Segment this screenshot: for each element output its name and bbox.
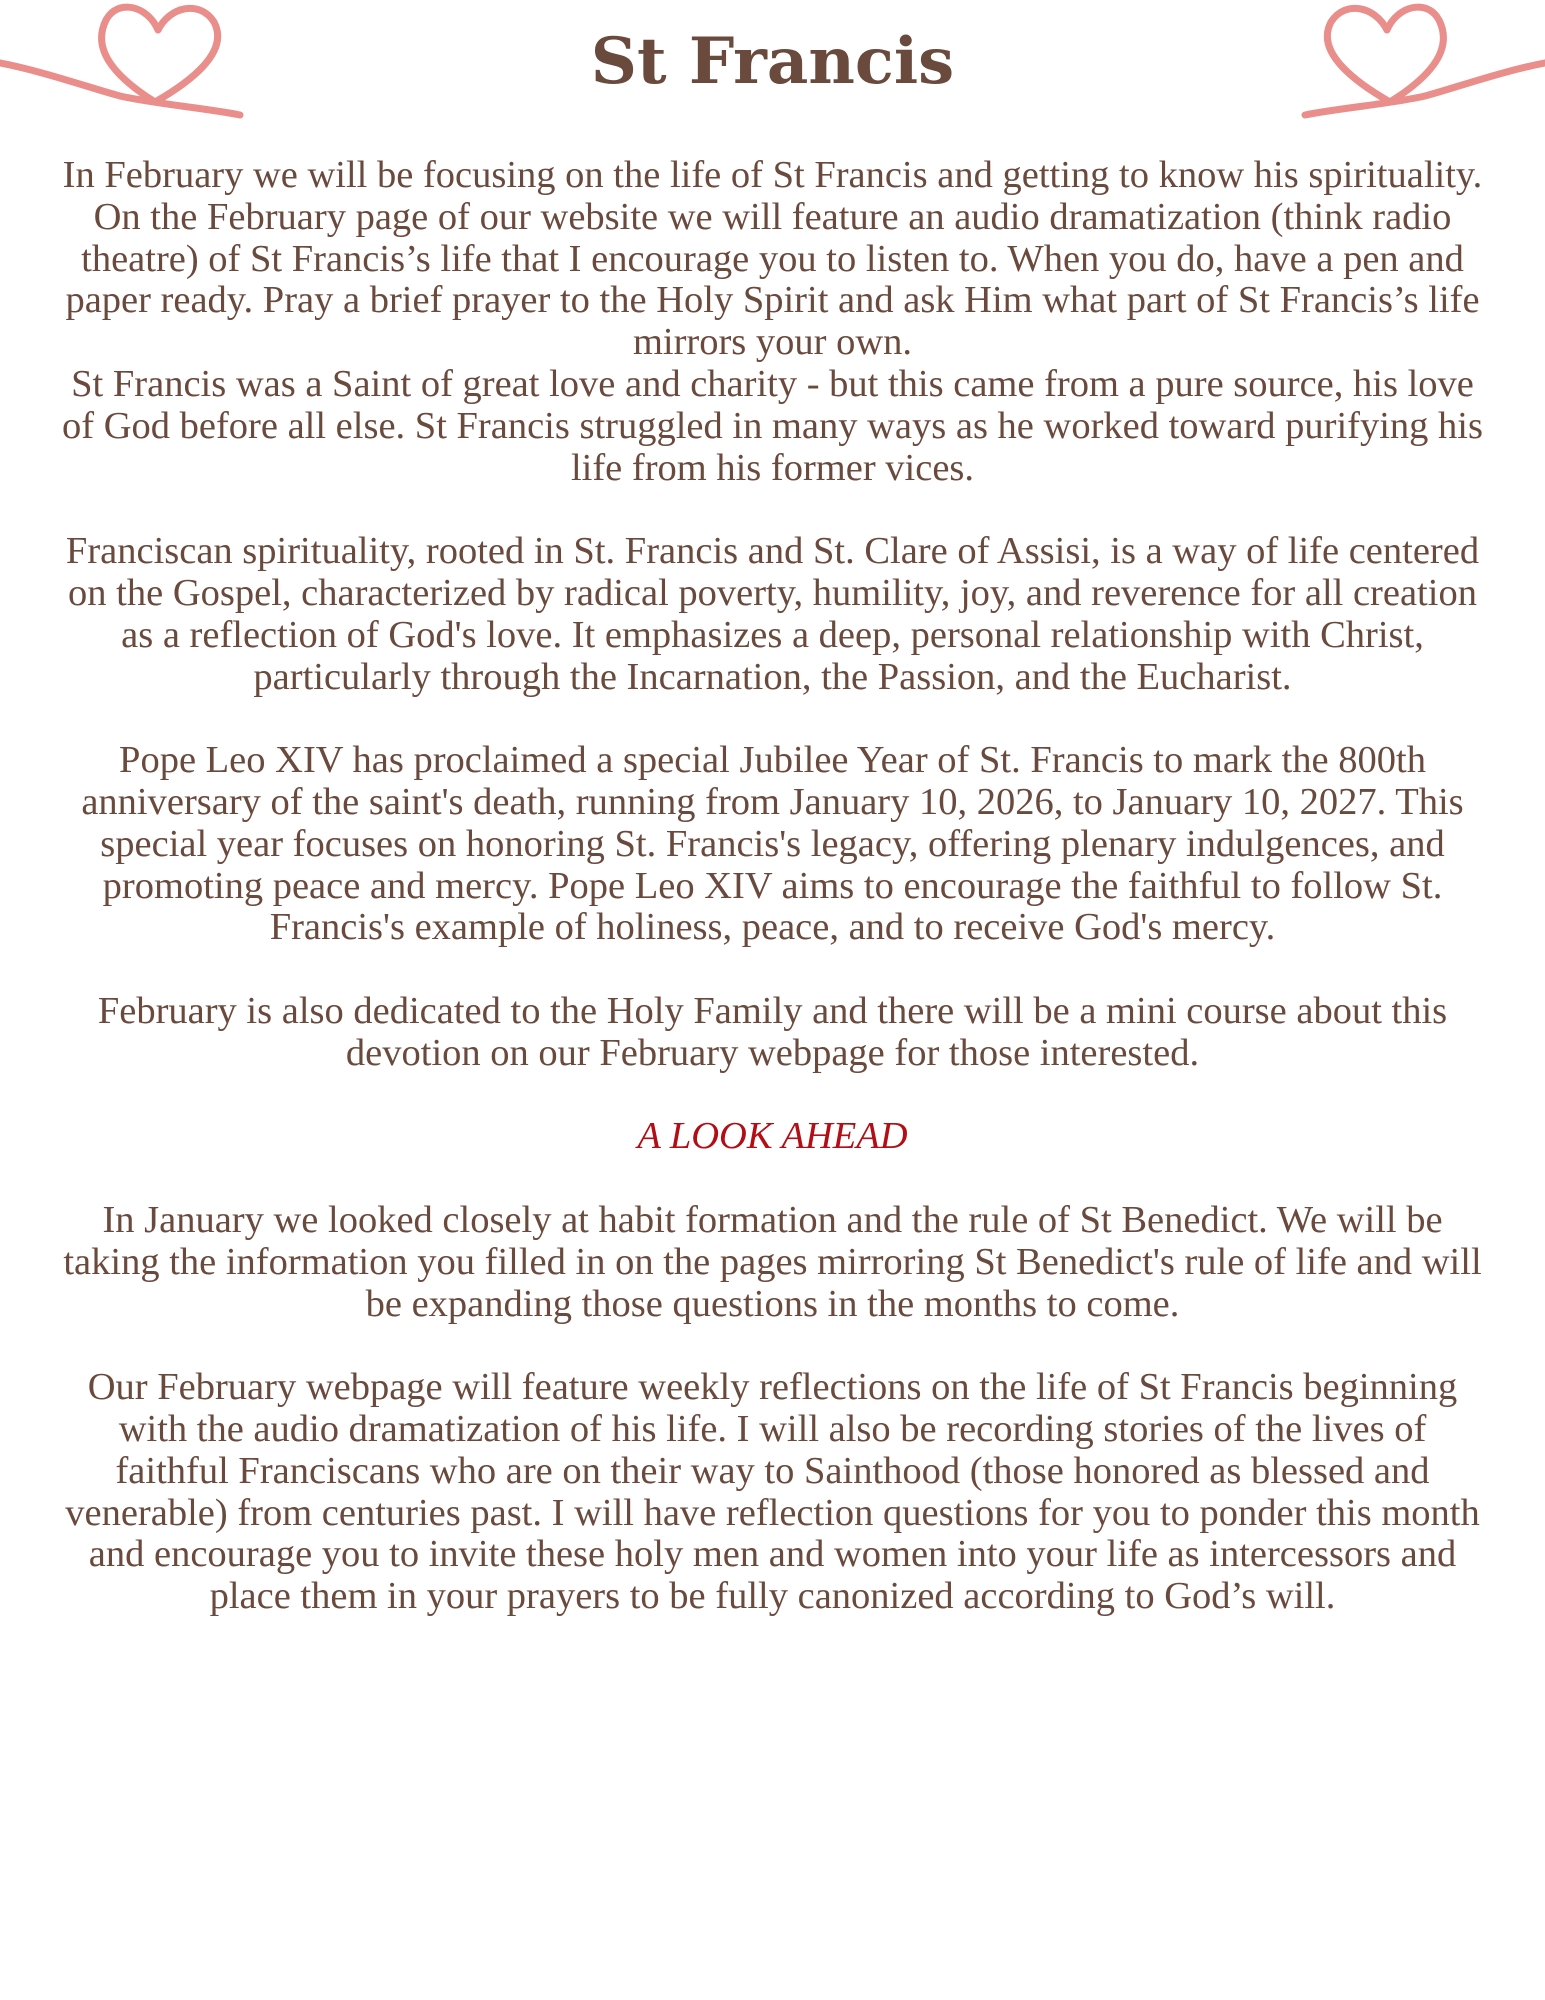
franciscan-spirituality-paragraph: Franciscan spirituality, rooted in St. Francis and St. Clare of Assisi, is a way of life centered on the Gospel, characterized by radical poverty, humility, joy, and reverence for all creation as a reflection of God's love. It emphasizes a deep, personal relationship with Christ, particularly through the Incarnation, the Passion, and the Eucharist. (65, 530, 1480, 698)
page-title: St Francis (590, 24, 955, 99)
look-ahead-paragraph: Our February webpage will feature weekly reflections on the life of St Francis beginning with the audio dramatization of his life. I will also be recording stories of the lives of faithful Franciscans who are on their way to Sainthood (those honored as blessed and venerable) from centuries past. I will have reflection questions for you to ponder this month and encourage you to invite these holy men and women into your life as intercessors and place them in your prayers to be fully canonized according to God’s will. (65, 1366, 1480, 1618)
holy-family-paragraph: February is also dedicated to the Holy Family and there will be a mini course about this devotion on our February webpage for those interested. (97, 989, 1448, 1074)
intro-paragraph: St Francis was a Saint of great love and charity - but this came from a pure source, his love of God before all else. St Francis struggled in many ways as he worked toward purifying his life from his former vices. (62, 362, 1483, 489)
intro-paragraph: In February we will be focusing on the life of St Francis and getting to know his spirituality. On the February page of our website we will feature an audio dramatization (think radio theatre) of St Francis’s life that I encourage you to listen to. When you do, have a pen and paper ready. Pray a brief prayer to the Holy Spirit and ask Him what part of St Francis’s life mirrors your own. (62, 154, 1483, 364)
paragraph-gap (60, 489, 1485, 531)
jubilee-paragraph: Pope Leo XIV has proclaimed a special Jubilee Year of St. Francis to mark the 800th anniversary of the saint's death, running from January 10, 2026, to January 10, 2027. This special year focuses on honoring St. Francis's legacy, offering plenary indulgences, and promoting peace and mercy. Pope Leo XIV aims to encourage the faithful to follow St. Francis's example of holiness, peace, and to receive God's mercy. (81, 739, 1464, 949)
paragraph-gap (60, 1325, 1485, 1367)
paragraph-gap (60, 1075, 1485, 1117)
look-ahead-paragraph: In January we looked closely at habit formation and the rule of St Benedict. We will be taking the information you filled in on the pages mirroring St Benedict's rule of life and will be expanding those questions in the months to come. (63, 1198, 1482, 1325)
paragraph-gap (60, 698, 1485, 740)
paragraph-gap (60, 1158, 1485, 1200)
look-ahead-heading: A LOOK AHEAD (637, 1115, 908, 1158)
paragraph-gap (60, 949, 1485, 991)
body-text (60, 155, 1485, 1618)
